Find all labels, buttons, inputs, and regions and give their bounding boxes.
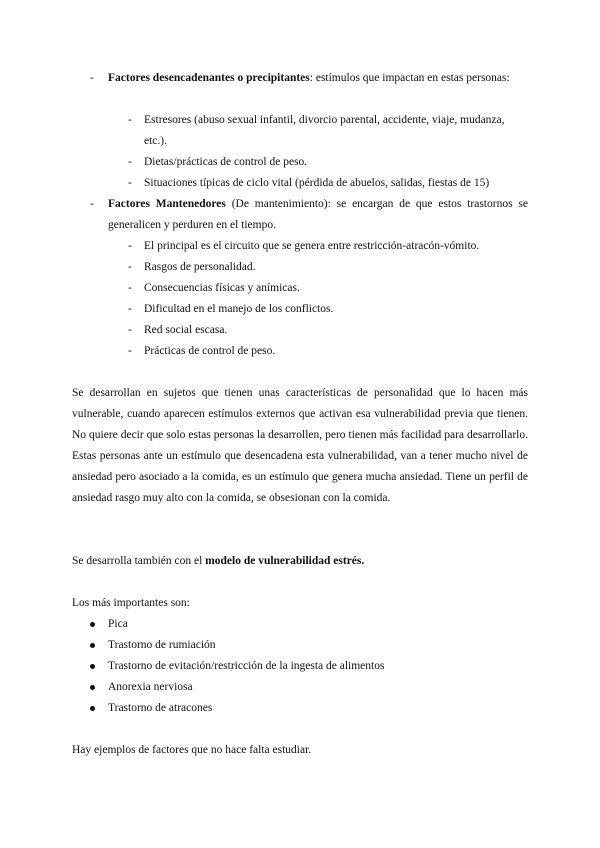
sub-item — [128, 173, 538, 194]
maintaining-title: Factores Mantenedores — [108, 198, 226, 210]
sub-item-text: Situaciones típicas de ciclo vital (pérdida de abuelos, salidas, fiestas de 15) — [144, 177, 490, 189]
bullet-dot-icon — [90, 685, 95, 690]
dash-bullet: - — [128, 261, 132, 273]
maintaining-desc: (De mantenimiento): se encargan de que estos trastornos se generalicen y perduren en el tiempo. — [108, 198, 528, 231]
bullet-text: Trastorno de evitación/restricción de la ingesta de alimentos — [108, 660, 385, 672]
bullet-item — [90, 635, 216, 656]
sub-item-text: Rasgos de personalidad. — [144, 261, 256, 273]
sub-item — [128, 320, 528, 341]
model-line — [72, 551, 528, 572]
bullet-dot-icon — [90, 706, 95, 711]
bullet-item — [90, 656, 384, 677]
sub-item-text: Estresores (abuso sexual infantil, divorcio parental, accidente, viaje, mudanza, etc.). — [144, 114, 505, 147]
bullet-text: Trastorno de atracones — [108, 702, 213, 714]
model-bold: modelo de vulnerabilidad estrés. — [205, 555, 365, 567]
bullet-text: Anorexia nerviosa — [108, 681, 193, 693]
list-item-maintaining — [90, 194, 528, 236]
bullet-dot-icon — [90, 622, 95, 627]
sub-item-text: Dificultad en el manejo de los conflictos. — [144, 303, 334, 315]
dash-bullet: - — [128, 324, 132, 336]
sub-item — [128, 299, 528, 320]
sub-item — [128, 236, 528, 257]
sub-item-text: Consecuencias físicas y anímicas. — [144, 282, 300, 294]
dash-bullet: - — [128, 282, 132, 294]
important-intro: Los más importantes son: — [72, 597, 190, 609]
dash-bullet: - — [128, 114, 132, 126]
sub-item-text: Prácticas de control de peso. — [144, 345, 276, 357]
precipitating-desc: : estímulos que impactan en estas personas: — [309, 72, 510, 84]
precipitating-text — [108, 68, 528, 89]
sub-item-text: Red social escasa. — [144, 324, 228, 336]
sub-item-text: Dietas/prácticas de control de peso. — [144, 156, 308, 168]
dash-bullet: - — [128, 177, 132, 189]
dash-bullet: - — [128, 345, 132, 357]
dash-bullet: - — [128, 303, 132, 315]
closing-line: Hay ejemplos de factores que no hace falta estudiar. — [72, 744, 312, 756]
sub-item — [128, 278, 528, 299]
sub-item — [128, 152, 528, 173]
bullet-item — [90, 614, 128, 635]
maintaining-text — [108, 194, 528, 236]
bullet-text: Pica — [108, 618, 128, 630]
bullet-text: Trastorno de rumiación — [108, 639, 216, 651]
bullet-item — [90, 677, 193, 698]
dash-bullet: - — [90, 72, 94, 84]
sub-item — [128, 110, 528, 152]
sub-item — [128, 257, 528, 278]
precipitating-title: Factores desencadenantes o precipitantes — [108, 72, 310, 84]
model-prefix: Se desarrolla también con el — [72, 555, 206, 567]
list-item-precipitating — [90, 68, 528, 89]
bullet-dot-icon — [90, 664, 95, 669]
dash-bullet: - — [90, 198, 94, 210]
dash-bullet: - — [128, 156, 132, 168]
dash-bullet: - — [128, 240, 132, 252]
body-paragraph: Se desarrollan en sujetos que tienen unas características de personalidad que lo hacen más vulnerable, cuando aparecen estímulos externos que activan esa vulnerabilidad previa que tienen. No quiere decir que solo estas personas la desarrollen, pero tienen más facilidad para desarrollarlo. Estas personas ante un estímulo que desencadena esta vulnerabilidad, van a tener mucho nivel de ansiedad pero asociado a la comida, es un estímulo que genera mucha ansiedad. Tiene un perfil de ansiedad rasgo muy alto con la comida, se obsesionan con la comida. — [72, 387, 528, 504]
sub-item-text: El principal es el circuito que se genera entre restricción-atracón-vómito. — [144, 240, 480, 252]
sub-item — [128, 341, 528, 362]
bullet-item — [90, 698, 212, 719]
bullet-dot-icon — [90, 643, 95, 648]
